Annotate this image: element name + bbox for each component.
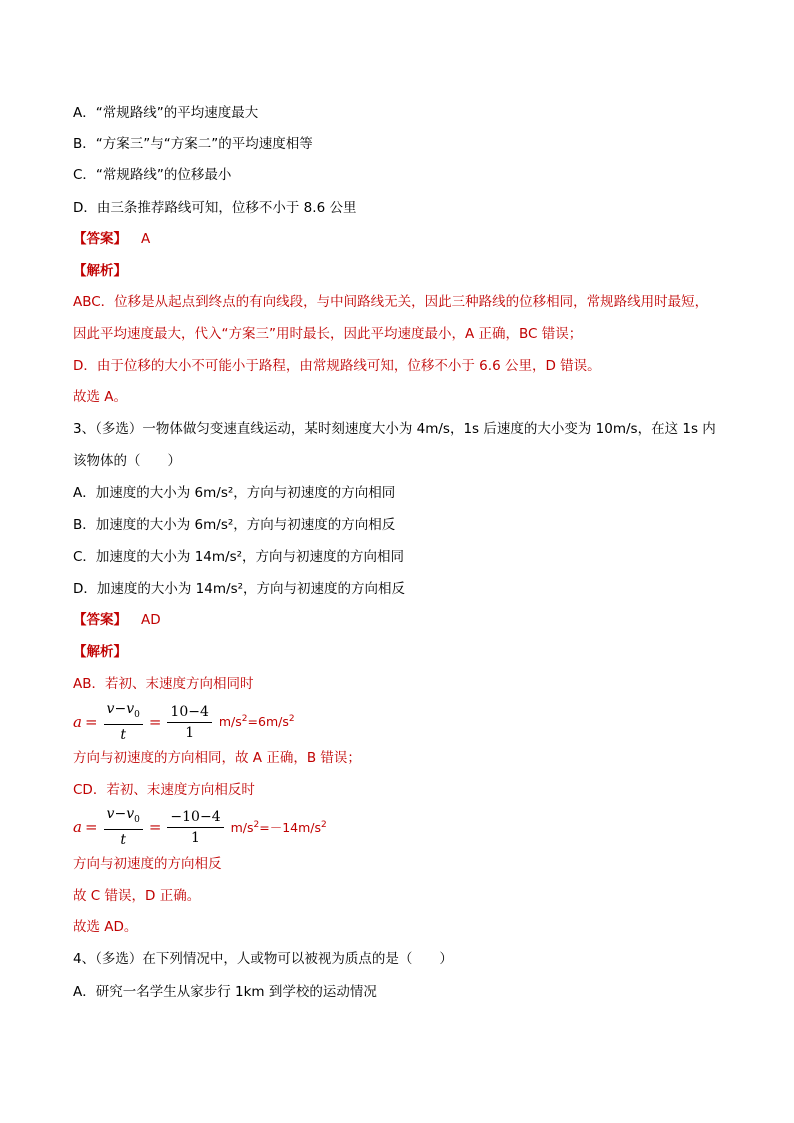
analysis-line: ABC．位移是从起点到终点的有向线段，与中间路线无关，因此三种路线的位移相同，常规路线用时最短， [73,294,709,310]
option-a: A．加速度的大小为 6m/s²，方向与初速度的方向相同 [73,485,396,501]
analysis-line: 方向与初速度的方向相同，故 A 正确，B 错误； [73,750,361,766]
option-d: D．由三条推荐路线可知，位移不小于 8.6 公里 [73,200,357,216]
formula [73,700,295,744]
option-b: B．“方案三”与“方案二”的平均速度相等 [73,136,313,152]
answer-row [73,230,150,248]
fraction-numerator: 10−4 [167,703,211,723]
fraction [104,805,143,850]
analysis-line: CD．若初、末速度方向相反时 [73,782,255,798]
formula-equals: = [148,818,162,836]
option-b: B．加速度的大小为 6m/s²，方向与初速度的方向相反 [73,517,396,533]
answer-value: AD [141,612,161,628]
question-stem: 3、（多选）一物体做匀变速直线运动，某时刻速度大小为 4m/s，1s 后速度的大小变为 10m/s，在这 1s 内 [73,421,716,437]
formula-unit: $m/s^2=-14m/s^2$ [230,819,327,835]
option-c: C．加速度的大小为 14m/s²，方向与初速度的方向相同 [73,549,405,565]
option-a: A．“常规路线”的平均速度最大 [73,105,259,121]
fraction-denominator: 1 [185,724,195,741]
fraction-numerator: $v-v_0$ [104,700,143,726]
formula-lhs: a [73,818,82,836]
fraction [167,808,223,847]
formula-lhs: a [73,713,82,731]
fraction-denominator: t [120,727,126,744]
conclusion: 故选 AD。 [73,919,138,935]
answer-label: 【答案】 [73,231,127,247]
analysis-line: 因此平均速度最大，代入“方案三”用时最长，因此平均速度最小，A 正确，BC 错误； [73,326,583,342]
analysis-line: AB．若初、末速度方向相同时 [73,676,254,692]
fraction-denominator: 1 [191,829,200,846]
formula-equals: = [148,713,162,731]
answer-row [73,611,161,629]
fraction-denominator: t [120,832,126,849]
fraction-numerator: −10−4 [167,808,223,828]
formula-equals: = [84,818,98,836]
formula-equals: = [84,713,98,731]
conclusion: 故选 A。 [73,389,128,405]
question-stem: 该物体的（ ） [73,453,181,469]
fraction-numerator: $v-v_0$ [104,805,143,831]
question-stem: 4、（多选）在下列情况中，人或物可以被视为质点的是（ ） [73,951,453,967]
answer-label: 【答案】 [73,612,127,628]
analysis-line: 故 C 错误，D 正确。 [73,888,201,904]
fraction [104,700,143,745]
fraction [167,703,211,742]
analysis-line: 方向与初速度的方向相反 [73,856,222,872]
option-a: A．研究一名学生从家步行 1km 到学校的运动情况 [73,984,377,1000]
formula [73,805,327,849]
formula-unit: $m/s^2=6m/s^2$ [218,714,295,730]
analysis-label: 【解析】 [73,644,127,660]
answer-value: A [141,231,151,247]
option-d: D．加速度的大小为 14m/s²，方向与初速度的方向相反 [73,581,406,597]
analysis-line: D．由于位移的大小不可能小于路程，由常规路线可知，位移不小于 6.6 公里，D 错误。 [73,358,601,374]
option-c: C．“常规路线”的位移最小 [73,167,232,183]
analysis-label: 【解析】 [73,263,127,279]
